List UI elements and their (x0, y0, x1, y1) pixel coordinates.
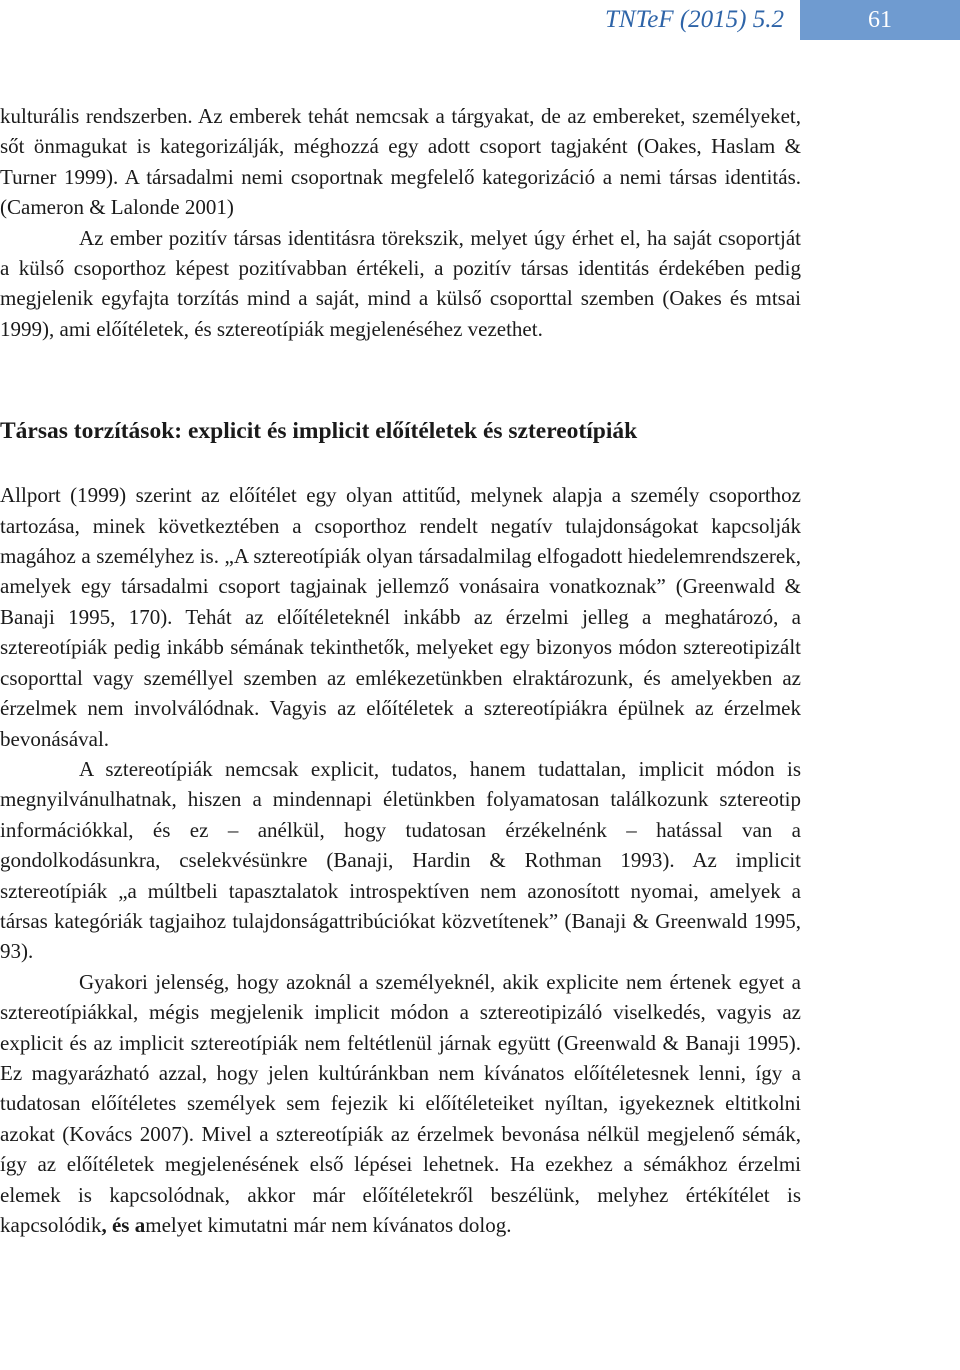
page-header (0, 0, 960, 40)
paragraph-2: Az ember pozitív társas identitásra törekszik, melyet úgy érhet el, ha saját csoportját a külső csoporthoz képest pozitívabban értékeli, a pozitív társas identitás érdekében pedig megjelenik egyfajta torzítás mind a saját, mind a külső csoporttal szemben (Oakes és mtsai 1999), ami előítéletek, és sztereotípiák megjelenéséhez vezethet. (0, 225, 801, 341)
section-heading: Társas torzítások: explicit és implicit előítéletek és sztereotípiák (0, 418, 638, 445)
paragraph-5 (0, 967, 801, 1241)
journal-citation: TNTeF (2015) 5.2 (605, 6, 784, 33)
page-number: 61 (800, 0, 960, 40)
paragraph-4: A sztereotípiák nemcsak explicit, tudatos, hanem tudattalan, implicit módon is megnyilvánulhatnak, hiszen a mindennapi életünkben folyamatosan találkozunk sztereotip információkkal, és ez – anélkül, hogy tudatosan érzékelnénk – hatással van a gondolkodásunkra, cselekvésünkre (Banaji, Hardin & Rothman 1993). Az implicit sztereotípiák „a múltbeli tapasztalatok introspektíven nem azonosított nyomai, amelyek a társas kategóriák tagjaihoz tulajdonságattribúciókat közvetítenek” (Banaji & Greenwald 1995, 93). (0, 756, 801, 964)
paragraph-5-end: melyet kimutatni már nem kívánatos dolog. (145, 1213, 512, 1237)
article-body (0, 101, 801, 1240)
paragraph-5-bold: , és a (101, 1213, 146, 1237)
paragraph-5-text: Gyakori jelenség, hogy azoknál a személyeknél, akik explicite nem értenek egyet a sztereotípiákkal, mégis megjelenik implicit módon a sztereotipizáló viselkedés, vagyis az explicit és az implicit sztereotípiák nem feltétlenül járnak együtt (Greenwald & Banaji 1995). Ez magyarázható azzal, hogy jelen kultúránkban nem kívánatos előítéletesnek lenni, így a tudatosan előítéletes személyek sem fejezik ki előítéleteiket nyíltan, igyekeznek eltitkolni azokat (Kovács 2007). Mivel a sztereotípiák az érzelmek bevonása nélkül megjelenő sémák, így az előítéletek megjelenésének első lépései lehetnek. Ha ezekhez a sémákhoz érzelmi elemek is kapcsolódnak, akkor már előítéletekről beszélünk, melyhez értékítélet is kapcsolódik (0, 969, 801, 1237)
paragraph-3: Allport (1999) szerint az előítélet egy olyan attitűd, melynek alapja a személy csoporthoz tartozása, minek következtében a csoporthoz rendelt negatív tulajdonságokat kapcsolják magához a személyhez is. „A sztereotípiák olyan társadalmilag elfogadott hiedelemrendszerek, amelyek egy társadalmi csoport tagjainak jellemző vonásaira vonatkoznak” (Greenwald & Banaji 1995, 170). Tehát az előítéleteknél inkább az érzelmi jelleg a meghatározó, a sztereotípiák pedig inkább sémának tekinthetők, melyeket egy bizonyos módon sztereotipizált csoporttal vagy személlyel szemben az emlékezetünkben elraktározunk, és amelyekben az érzelmek nem involválódnak. Vagyis az előítéletek a sztereotípiákra épülnek az érzelmek bevonásával. (0, 483, 801, 751)
paragraph-1: kulturális rendszerben. Az emberek tehát nemcsak a tárgyakat, de az embereket, személyeket, sőt önmagukat is kategorizálják, méghozzá egy adott csoport tagjaként (Oakes, Haslam & Turner 1999). A társadalmi nemi csoportnak megfelelő kategorizáció a nemi társas identitás. (Cameron & Lalonde 2001) (0, 104, 801, 220)
